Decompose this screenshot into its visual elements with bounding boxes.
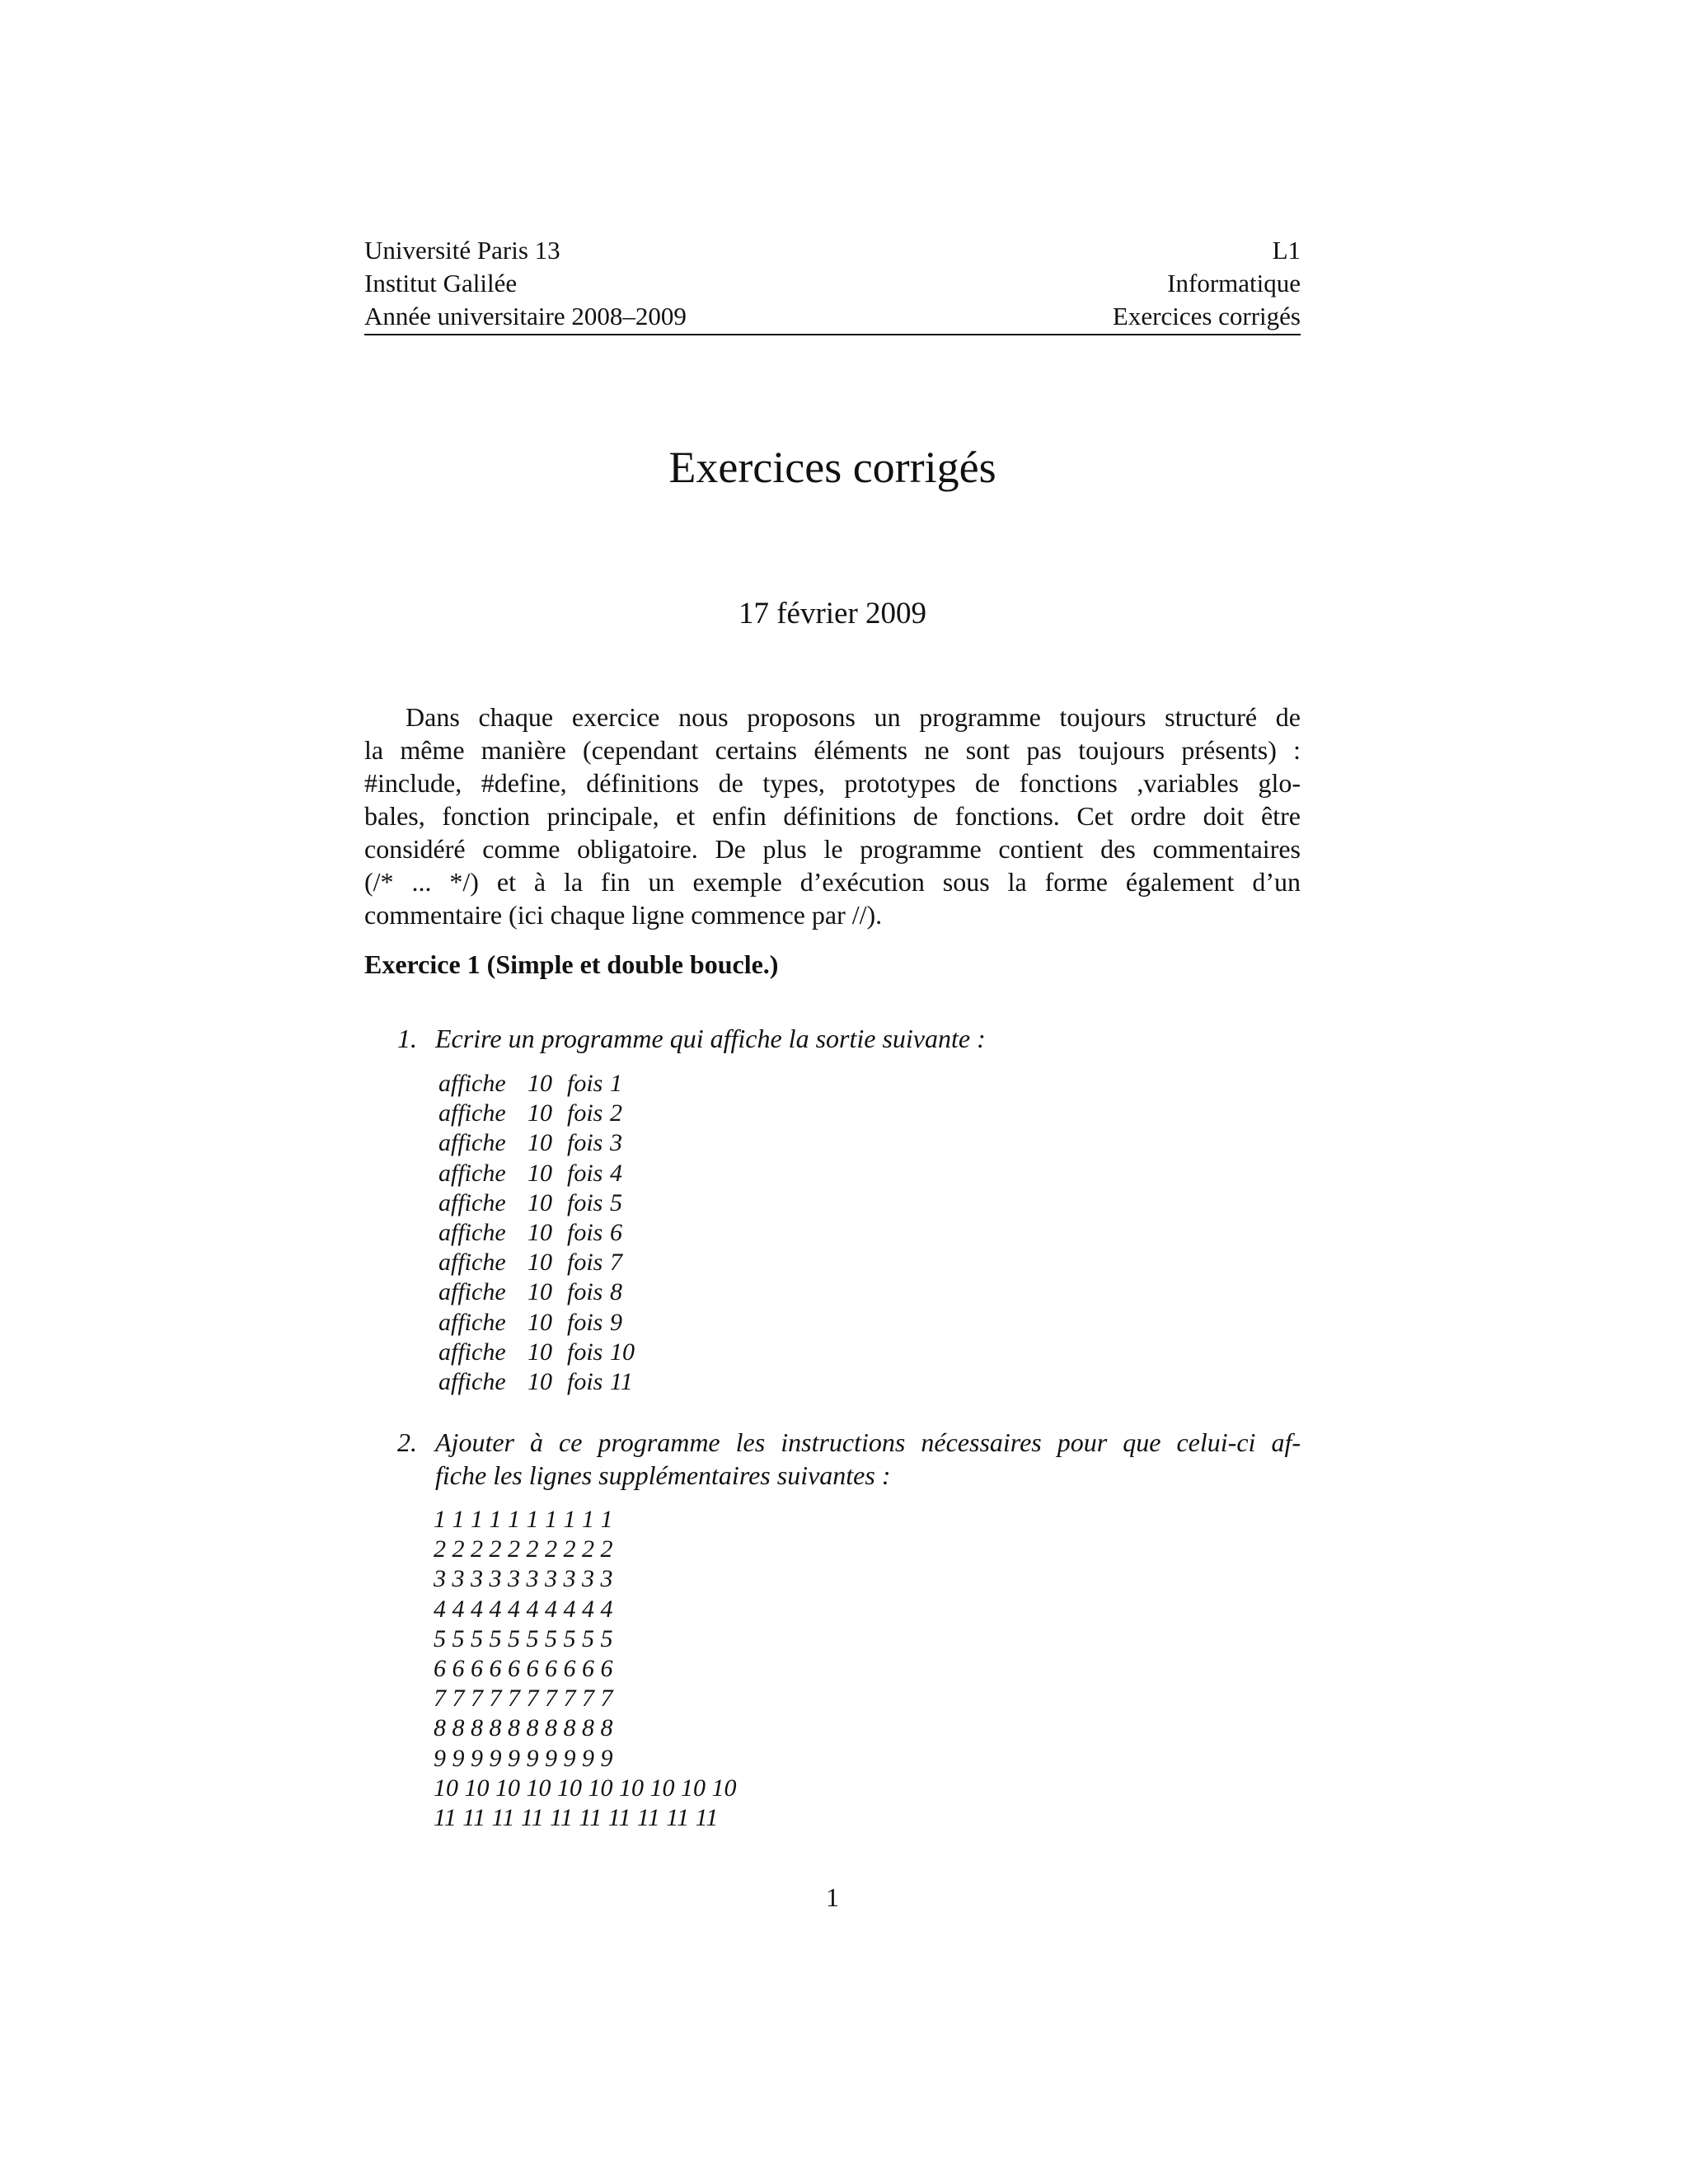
- question-text: [435, 1426, 1301, 1492]
- output-line: [438, 1308, 635, 1338]
- output-word: fois: [567, 1219, 603, 1247]
- output-word: fois: [567, 1278, 603, 1306]
- output-line: [438, 1099, 635, 1128]
- output-line: [438, 1248, 635, 1277]
- output-word: affiche: [438, 1308, 506, 1336]
- output-count: 10: [528, 1219, 552, 1247]
- output-line: [438, 1188, 635, 1218]
- output-word: affiche: [438, 1188, 506, 1216]
- academic-year: Année universitaire 2008–2009: [364, 302, 687, 330]
- output-value: 9: [610, 1308, 622, 1336]
- output-value: 2: [610, 1099, 622, 1127]
- output-line: 1 1 1 1 1 1 1 1 1 1: [434, 1506, 613, 1533]
- output-word: fois: [567, 1129, 603, 1157]
- output-line: [438, 1159, 635, 1188]
- document-date: 17 février 2009: [738, 597, 927, 630]
- output-value: 6: [610, 1219, 622, 1247]
- output-value: 1: [610, 1070, 622, 1097]
- output-line: 8 8 8 8 8 8 8 8 8 8: [434, 1714, 613, 1742]
- university-name: Université Paris 13: [364, 236, 560, 265]
- header-divider: [364, 334, 1301, 335]
- output-word: fois: [567, 1159, 603, 1187]
- output-word: fois: [567, 1338, 603, 1366]
- intro-line: commentaire (ici chaque ligne commence par //).: [364, 900, 883, 930]
- page-number: 1: [826, 1882, 839, 1912]
- output-word: fois: [567, 1249, 603, 1277]
- output-count: 10: [528, 1308, 552, 1336]
- intro-line: bales, fonction principale, et enfin définitions de fonctions. Cet ordre doit être: [364, 801, 1301, 831]
- question-number: 1.: [397, 1024, 417, 1053]
- question-1: [397, 1022, 1301, 1055]
- header-left: [364, 234, 687, 333]
- output-value: 8: [610, 1278, 622, 1306]
- document-type: Exercices corrigés: [1112, 302, 1301, 330]
- output-line: 6 6 6 6 6 6 6 6 6 6: [434, 1655, 613, 1683]
- output-value: 4: [610, 1159, 622, 1187]
- output-line: 9 9 9 9 9 9 9 9 9 9: [434, 1744, 613, 1772]
- output-count: 10: [528, 1368, 552, 1396]
- intro-line: la même manière (cependant certains éléments ne sont pas toujours présents) :: [364, 735, 1301, 765]
- institute-name: Institut Galilée: [364, 269, 518, 298]
- output-word: affiche: [438, 1219, 506, 1247]
- question-2: [397, 1426, 1301, 1492]
- output-line: 10 10 10 10 10 10 10 10 10 10: [434, 1774, 737, 1802]
- output-word: fois: [567, 1368, 603, 1396]
- output-count: 10: [528, 1159, 552, 1187]
- output-value: 11: [610, 1368, 633, 1396]
- output-line: 7 7 7 7 7 7 7 7 7 7: [434, 1685, 613, 1713]
- output-line: 2 2 2 2 2 2 2 2 2 2: [434, 1535, 613, 1563]
- output-word: affiche: [438, 1159, 506, 1187]
- output-line: 4 4 4 4 4 4 4 4 4 4: [434, 1595, 613, 1623]
- output-value: 7: [610, 1249, 622, 1277]
- output-word: affiche: [438, 1249, 506, 1277]
- header-right: [1113, 234, 1301, 333]
- output-count: 10: [528, 1070, 552, 1097]
- question-number: 2.: [397, 1427, 417, 1457]
- output-word: affiche: [438, 1338, 506, 1366]
- output-count: 10: [528, 1129, 552, 1157]
- output-value: 5: [610, 1188, 622, 1216]
- output-value: 10: [610, 1338, 635, 1366]
- output-word: affiche: [438, 1070, 506, 1097]
- output-count: 10: [528, 1278, 552, 1306]
- output-line: [438, 1218, 635, 1248]
- intro-line: considéré comme obligatoire. De plus le programme contient des commentaires: [364, 834, 1301, 864]
- intro-paragraph: [364, 701, 1301, 931]
- output-word: affiche: [438, 1129, 506, 1157]
- output-count: 10: [528, 1099, 552, 1127]
- intro-line: Dans chaque exercice nous proposons un programme toujours structuré de: [406, 702, 1301, 732]
- output-word: fois: [567, 1070, 603, 1097]
- intro-line: (/* ... */) et à la fin un exemple d’exécution sous la forme également d’un: [364, 867, 1301, 897]
- output-line: [438, 1277, 635, 1307]
- output-word: affiche: [438, 1368, 506, 1396]
- output-word: fois: [567, 1308, 603, 1336]
- output-line: 5 5 5 5 5 5 5 5 5 5: [434, 1624, 613, 1652]
- output-line: [438, 1128, 635, 1158]
- output-line: [438, 1069, 635, 1099]
- question-line: Ecrire un programme qui affiche la sortie suivante :: [435, 1024, 986, 1053]
- course-level: L1: [1272, 236, 1301, 265]
- output-count: 10: [528, 1188, 552, 1216]
- output-count: 10: [528, 1338, 552, 1366]
- output-word: fois: [567, 1188, 603, 1216]
- output-value: 3: [610, 1129, 622, 1157]
- expected-output-1: [438, 1069, 635, 1397]
- exercise-heading: Exercice 1 (Simple et double boucle.): [364, 949, 779, 979]
- question-line: Ajouter à ce programme les instructions nécessaires pour que celui-ci af-: [435, 1427, 1301, 1457]
- output-line: [438, 1367, 635, 1397]
- expected-output-2: [434, 1505, 737, 1833]
- course-subject: Informatique: [1167, 269, 1301, 298]
- output-line: 11 11 11 11 11 11 11 11 11 11: [434, 1804, 719, 1832]
- output-word: affiche: [438, 1099, 506, 1127]
- document-title: Exercices corrigés: [668, 443, 996, 492]
- intro-line: #include, #define, définitions de types, prototypes de fonctions ,variables glo-: [364, 768, 1301, 798]
- output-line: 3 3 3 3 3 3 3 3 3 3: [434, 1565, 613, 1593]
- question-text: [435, 1022, 1301, 1055]
- output-count: 10: [528, 1249, 552, 1277]
- question-line: fiche les lignes supplémentaires suivantes :: [435, 1460, 891, 1490]
- output-word: affiche: [438, 1278, 506, 1306]
- output-line: [438, 1338, 635, 1367]
- output-word: fois: [567, 1099, 603, 1127]
